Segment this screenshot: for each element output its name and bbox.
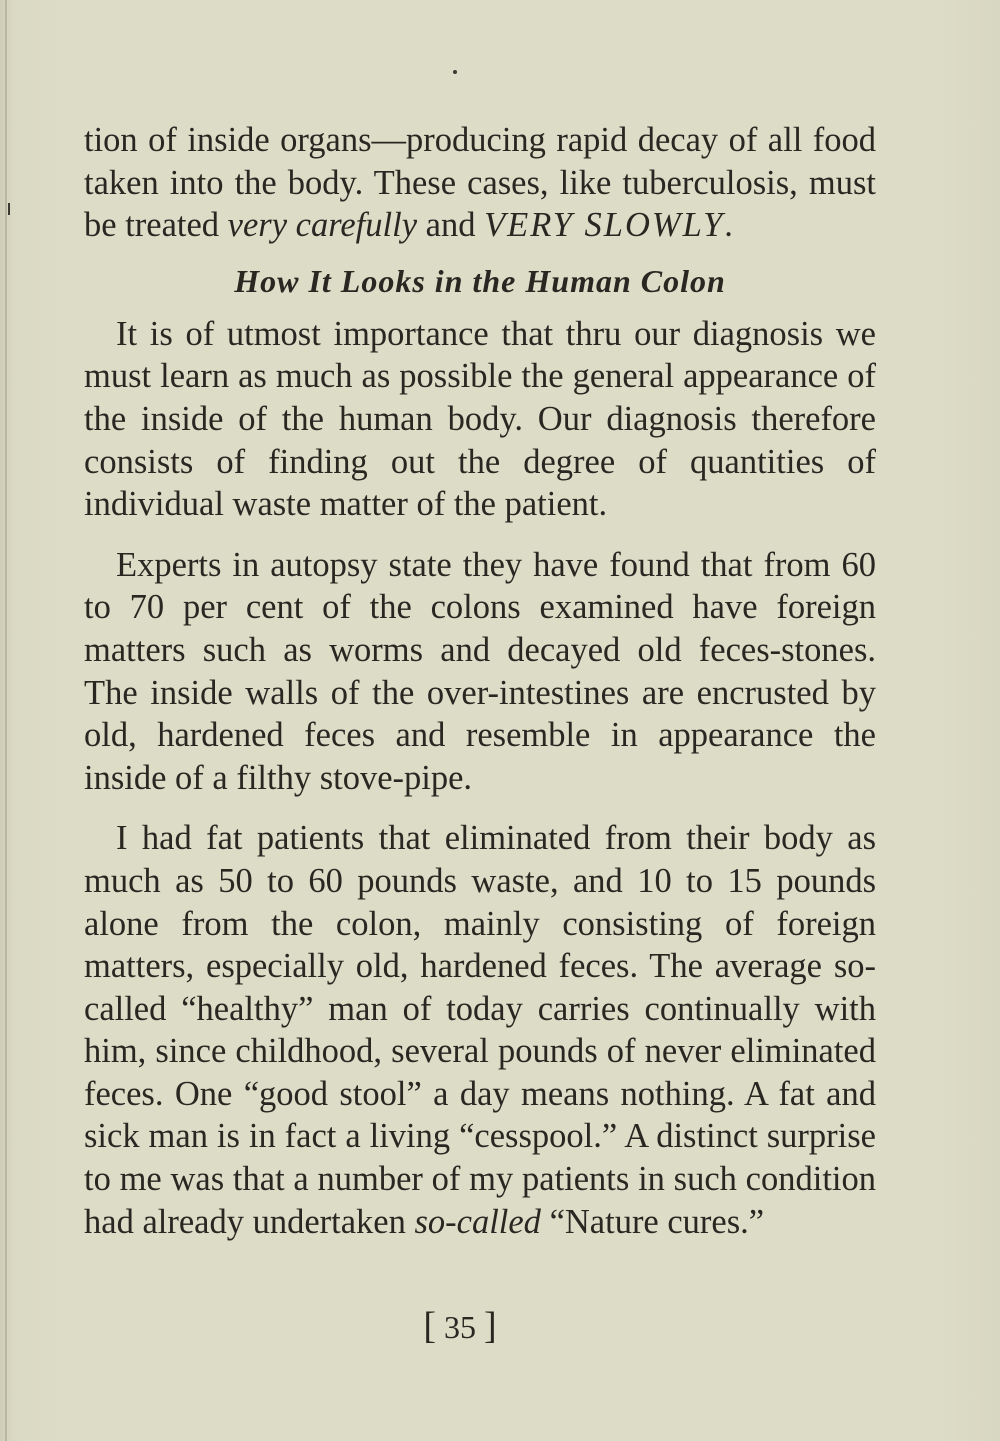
intro-text: tion of inside organs—producing rapid decay of all food taken into the body. These cases, like tuberculosis, must be treated bbox=[84, 121, 876, 245]
print-speck bbox=[453, 70, 457, 74]
paragraph-patients bbox=[84, 817, 876, 1243]
page-number bbox=[0, 1306, 920, 1347]
folio-bracket-open: [ bbox=[423, 1305, 436, 1347]
paragraph-diagnosis: It is of utmost importance that thru our diagnosis we must learn as much as possible the general appearance of the inside of the human body. Our diagnosis therefore consists of finding out the degree of quantities of individual waste matter of the patient. bbox=[84, 314, 876, 524]
paragraph-patients-end: “Nature cures.” bbox=[540, 1202, 765, 1241]
section-heading: How It Looks in the Human Colon bbox=[234, 262, 726, 299]
paragraph-patients-italic: so-called bbox=[414, 1202, 541, 1241]
folio-number: 35 bbox=[444, 1309, 476, 1345]
intro-connector: and bbox=[417, 206, 485, 245]
intro-paragraph bbox=[84, 119, 876, 247]
intro-caps-emphasis: VERY SLOWLY bbox=[484, 206, 725, 245]
intro-end: . bbox=[724, 206, 733, 245]
paragraph-patients-text: I had fat patients that eliminated from their body as much as 50 to 60 pounds waste, and 10 to 15 pounds alone from the colon, mainly consisting of foreign matters, especially old, hardened feces. The average so-called “healthy” man of today carries continually with him, since childhood, several pounds of never eliminated feces. One “good stool” a day means nothing. A fat and sick man is in fact a living “cesspool.” A distinct surprise to me was that a number of my patients in such condition had already undertaken bbox=[84, 819, 876, 1241]
page-spine-edge bbox=[5, 0, 7, 1441]
folio-bracket-close: ] bbox=[484, 1305, 497, 1347]
margin-mark bbox=[8, 203, 10, 215]
body-text bbox=[84, 119, 876, 1243]
intro-italic-emphasis: very carefully bbox=[227, 206, 418, 245]
paragraph-autopsy: Experts in autopsy state they have found that from 60 to 70 per cent of the colons examined have foreign matters such as worms and decayed old feces-stones. The inside walls of the over-intestines are encrusted by old, hardened feces and resemble in appearance the inside of a filthy stove-pipe. bbox=[84, 545, 876, 797]
